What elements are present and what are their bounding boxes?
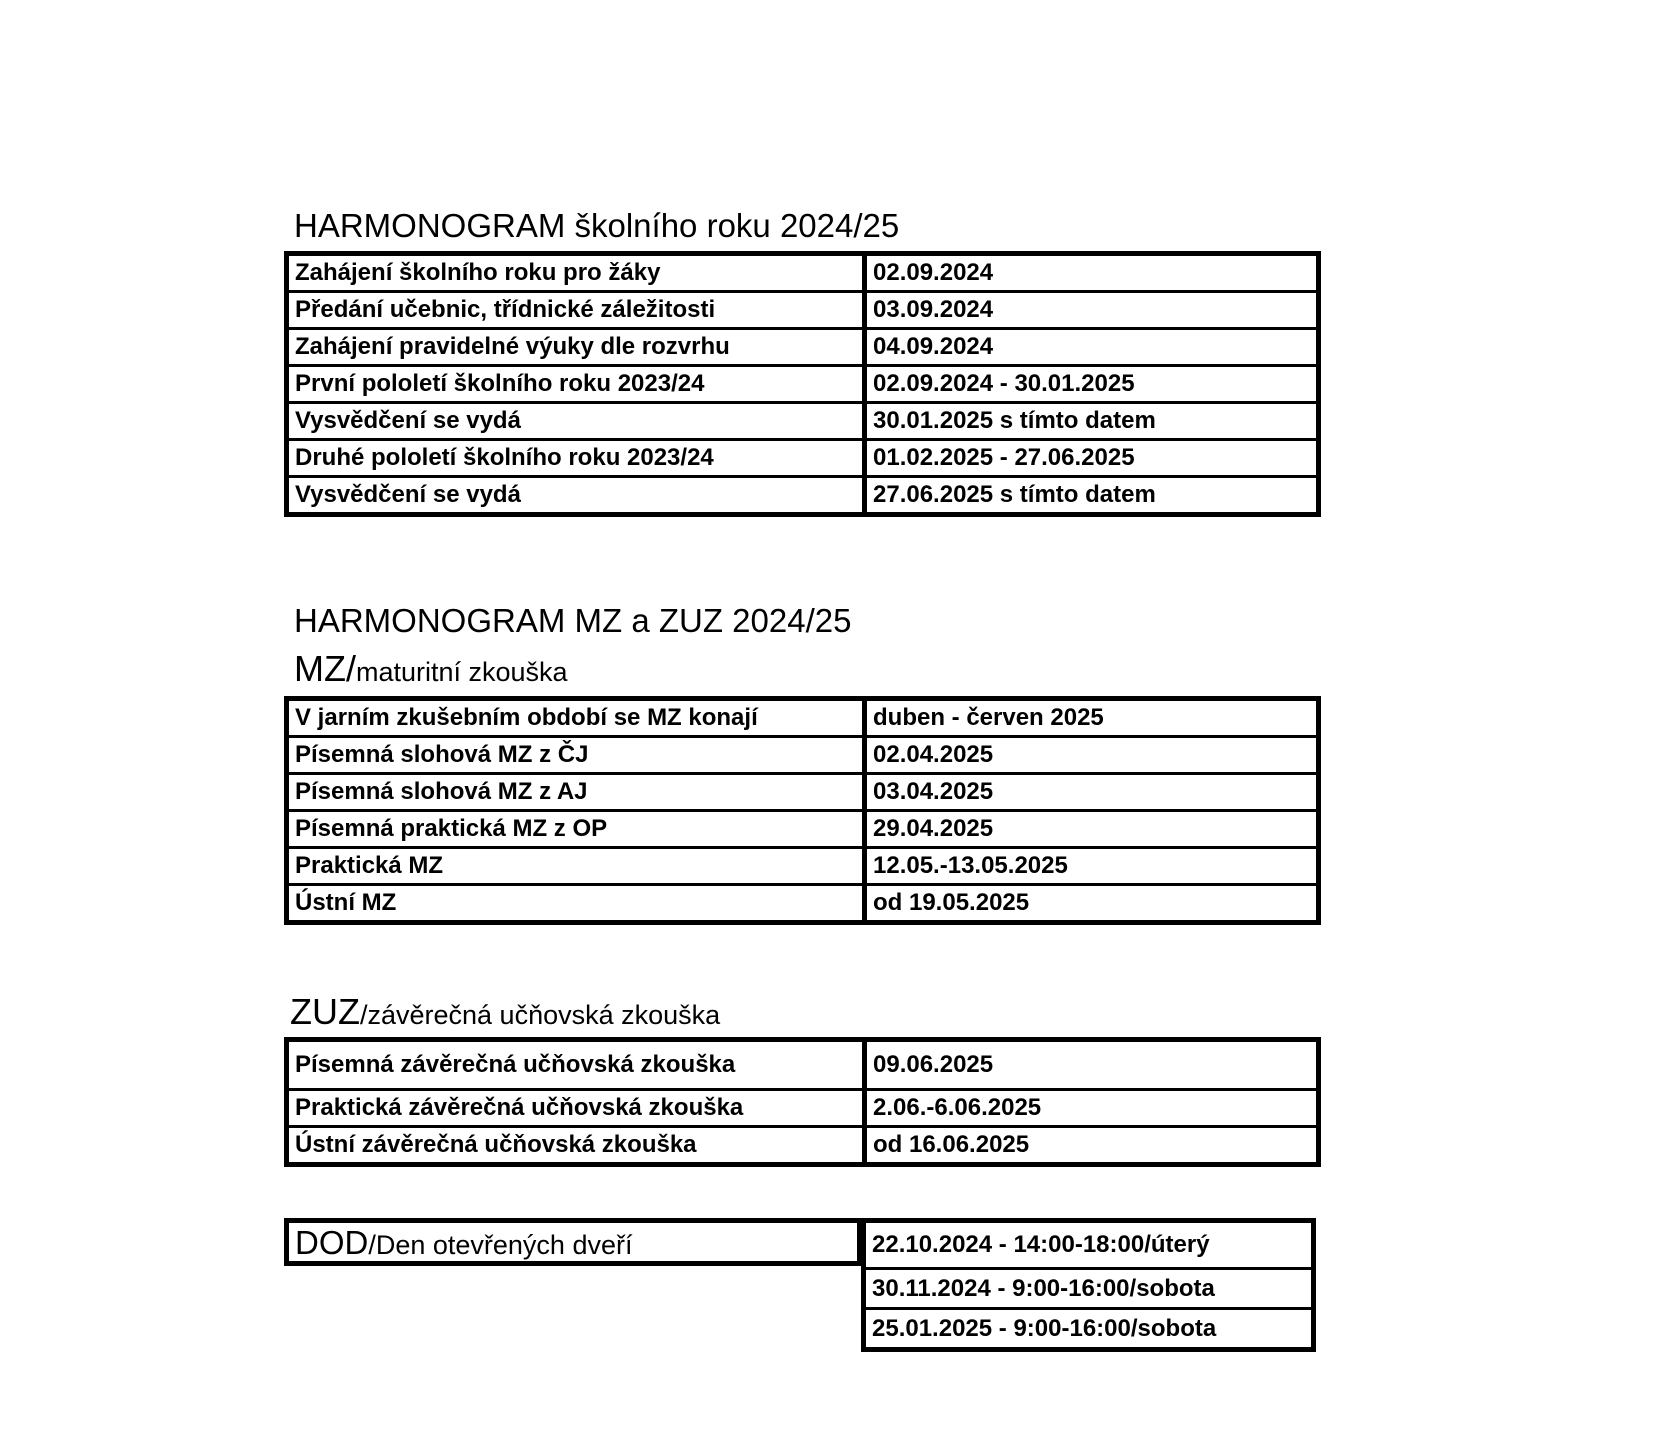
table-row xyxy=(287,811,1319,848)
table-row xyxy=(287,366,1319,403)
row-value: duben - červen 2025 xyxy=(865,699,1319,737)
table-row xyxy=(287,477,1319,515)
exams-title: HARMONOGRAM MZ a ZUZ 2024/25 xyxy=(294,602,852,639)
row-label: Písemná praktická MZ z OP xyxy=(287,811,865,848)
row-value: 12.05.-13.05.2025 xyxy=(865,848,1319,885)
table-row xyxy=(287,1040,1319,1090)
table-row xyxy=(287,403,1319,440)
row-label: První pololetí školního roku 2023/24 xyxy=(287,366,865,403)
row-value: 27.06.2025 s tímto datem xyxy=(865,477,1319,515)
table-row xyxy=(287,292,1319,329)
row-label: Ústní MZ xyxy=(287,885,865,923)
table-row xyxy=(287,699,1319,737)
row-label: Praktická závěrečná učňovská zkouška xyxy=(287,1090,865,1127)
row-value: 09.06.2025 xyxy=(865,1040,1319,1090)
row-label: V jarním zkušebním období se MZ konají xyxy=(287,699,865,737)
row-value: 01.02.2025 - 27.06.2025 xyxy=(865,440,1319,477)
table-row xyxy=(864,1221,1314,1269)
zuz-subheading xyxy=(290,991,721,1032)
table-row xyxy=(287,737,1319,774)
row-value: 29.04.2025 xyxy=(865,811,1319,848)
dod-label xyxy=(284,1218,862,1266)
row-label: Písemná závěrečná učňovská zkouška xyxy=(287,1040,865,1090)
row-label: Vysvědčení se vydá xyxy=(287,477,865,515)
row-value: 03.09.2024 xyxy=(865,292,1319,329)
dod-desc: /Den otevřených dveří xyxy=(368,1230,633,1260)
row-label: Ústní závěrečná učňovská zkouška xyxy=(287,1127,865,1165)
row-label: Písemná slohová MZ z AJ xyxy=(287,774,865,811)
table-row xyxy=(287,254,1319,292)
row-value: 02.09.2024 - 30.01.2025 xyxy=(865,366,1319,403)
mz-abbr: MZ/ xyxy=(294,648,356,689)
dod-dates-table xyxy=(861,1218,1316,1352)
table-row xyxy=(287,1090,1319,1127)
mz-subheading xyxy=(294,648,568,689)
row-label: Zahájení pravidelné výuky dle rozvrhu xyxy=(287,329,865,366)
mz-table xyxy=(284,696,1321,925)
row-value: 02.04.2025 xyxy=(865,737,1319,774)
dod-date: 22.10.2024 - 14:00-18:00/úterý xyxy=(864,1221,1314,1269)
row-label: Druhé pololetí školního roku 2023/24 xyxy=(287,440,865,477)
row-label: Písemná slohová MZ z ČJ xyxy=(287,737,865,774)
row-value: od 16.06.2025 xyxy=(865,1127,1319,1165)
row-label: Praktická MZ xyxy=(287,848,865,885)
row-value: 30.01.2025 s tímto datem xyxy=(865,403,1319,440)
row-value: od 19.05.2025 xyxy=(865,885,1319,923)
row-label: Vysvědčení se vydá xyxy=(287,403,865,440)
school-year-title: HARMONOGRAM školního roku 2024/25 xyxy=(294,207,900,244)
dod-date: 25.01.2025 - 9:00-16:00/sobota xyxy=(864,1309,1314,1350)
dod-abbr: DOD xyxy=(295,1224,369,1261)
row-value: 03.04.2025 xyxy=(865,774,1319,811)
zuz-desc: /závěrečná učňovská zkouška xyxy=(359,1000,721,1030)
mz-desc: maturitní zkouška xyxy=(355,657,568,687)
table-row xyxy=(287,329,1319,366)
row-label: Zahájení školního roku pro žáky xyxy=(287,254,865,292)
zuz-abbr: ZUZ xyxy=(290,991,360,1032)
table-row xyxy=(864,1309,1314,1350)
table-row xyxy=(287,440,1319,477)
row-value: 04.09.2024 xyxy=(865,329,1319,366)
row-label: Předání učebnic, třídnické záležitosti xyxy=(287,292,865,329)
table-row xyxy=(287,774,1319,811)
table-row xyxy=(287,1127,1319,1165)
row-value: 2.06.-6.06.2025 xyxy=(865,1090,1319,1127)
table-row xyxy=(864,1269,1314,1309)
row-value: 02.09.2024 xyxy=(865,254,1319,292)
table-row xyxy=(287,885,1319,923)
dod-date: 30.11.2024 - 9:00-16:00/sobota xyxy=(864,1269,1314,1309)
school-year-table xyxy=(284,251,1321,517)
zuz-table xyxy=(284,1037,1321,1167)
table-row xyxy=(287,848,1319,885)
